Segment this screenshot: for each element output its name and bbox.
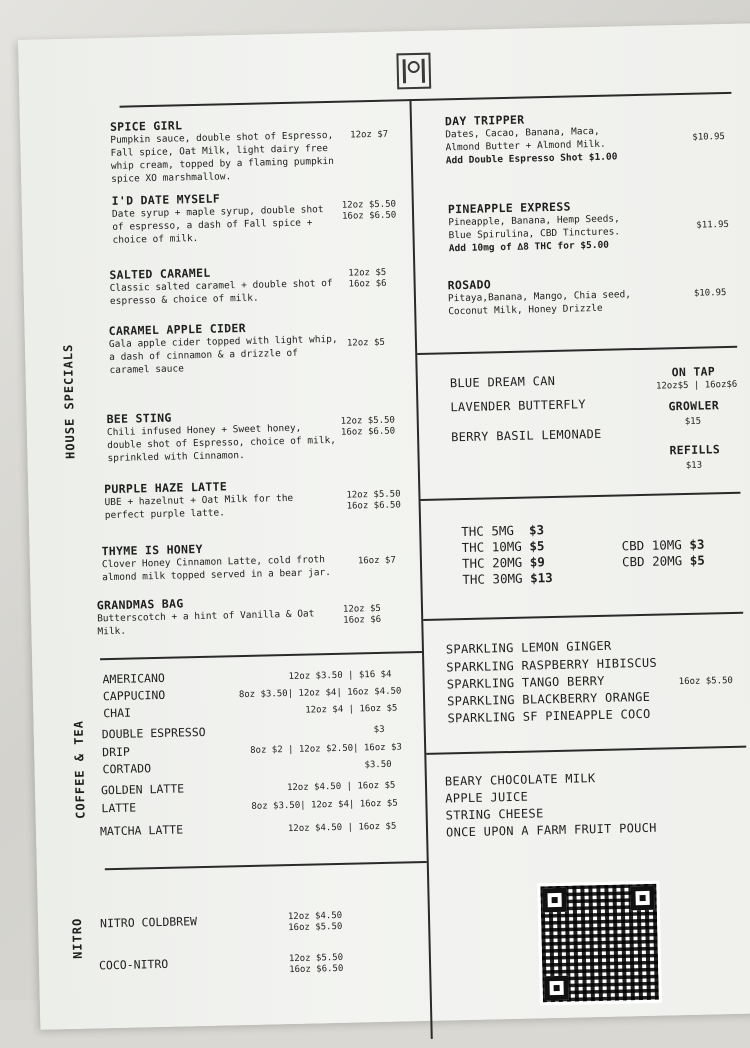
coffee-item-cappucino: CAPPUCINO [102,687,166,704]
tap-item-berry-basil-lemonade: BERRY BASIL LEMONADE [450,426,602,445]
price-salted-caramel: 12oz $5 16oz $6 [348,267,387,290]
thc-sparkling-divider [423,612,743,621]
coffee-price-americano: 12oz $3.50 | $16 $4 [288,669,392,683]
coffee-item-latte: LATTE [101,800,137,816]
sparkling-sf-pineapple-coco: SPARKLING SF PINEAPPLE COCO [447,706,651,726]
cafe-logo [396,53,431,90]
nitro-price-coco-nitro: 12oz $5.50 16oz $6.50 [288,952,344,976]
coffee-price-latte: 8oz $3.50| 12oz $4| 16oz $5 [251,798,398,812]
smoothie-rosado: ROSADO Pitaya,Banana, Mango, Chia seed, Coconut Milk, Honey Drizzle [447,277,632,318]
tap-thc-divider [421,492,741,501]
price-bee-sting: 12oz $5.50 16oz $6.50 [340,415,396,438]
menu-item-spice-girl: SPICE GIRL Pumpkin sauce, double shot of Espresso, Fall spice, Oat Milk, light dairy free whip cream, topped by a flaming pumpkin spice XO marshmallow. [109,118,335,185]
smoothie-tap-divider [417,346,737,355]
coffee-price-chai: 12oz $4 | 16oz $5 [305,703,398,716]
kids-item-fruit-pouch: ONCE UPON A FARM FRUIT POUCH [445,820,657,840]
refills-price: $13 [685,460,703,471]
kids-item-string-cheese: STRING CHEESE [445,806,544,823]
sparkling-tango-berry: SPARKLING TANGO BERRY [446,673,605,692]
coffee-price-golden-latte: 12oz $4.50 | 16oz $5 [286,780,396,794]
smoothie-price-rosado: $10.95 [693,287,727,299]
thc-20mg: THC 20MG $9 [461,554,545,572]
coffee-price-matcha-latte: 12oz $4.50 | 16oz $5 [287,821,397,835]
qr-code[interactable] [537,881,662,1006]
nitro-item-coldbrew: NITRO COLDBREW [99,914,198,931]
refills-label: REFILLS [669,442,721,458]
coffee-price-cortado: $3.50 [364,759,392,771]
smoothie-price-pineapple-express: $11.95 [696,219,730,231]
cbd-20mg: CBD 20MG $5 [621,552,705,570]
menu-item-caramel-apple-cider: CARAMEL APPLE CIDER Gala apple cider topped with light whip, a dash of cinnamon & a drizzle of caramel sauce [108,320,338,377]
thc-10mg: THC 10MG $5 [461,538,545,556]
coffee-item-double-espresso: DOUBLE ESPRESSO [101,724,206,742]
growler-label: GROWLER [668,398,720,414]
menu-item-grandmas-bag: GRANDMAS BAG Butterscotch + a hint of Vanilla & Oat Milk. [96,596,315,638]
coffee-item-americano: AMERICANO [102,670,165,687]
coffee-item-golden-latte: GOLDEN LATTE [100,781,185,798]
smoothie-pineapple-express: PINEAPPLE EXPRESS Pineapple, Banana, Hemp Seeds, Blue Spirulina, CBD Tinctures. Add 10mg of ∆8 THC for $5.00 [447,199,621,255]
nitro-item-coco-nitro: COCO-NITRO [98,956,169,973]
coffee-item-drip: DRIP [102,744,131,760]
kids-item-apple-juice: APPLE JUICE [445,789,529,806]
menu-item-bee-sting: BEE STING Chili infused Honey + Sweet honey, double shot of Espresso, choice of milk, sprinkled with Cinnamon. [106,410,337,465]
price-spice-girl: 12oz $7 [350,129,389,141]
price-thyme-is-honey: 16oz $7 [357,555,396,567]
cbd-10mg: CBD 10MG $3 [621,536,705,554]
on-tap-price: 12oz$5 | 16oz$6 [655,379,738,392]
center-divider [409,99,432,1039]
section-label-nitro: NITRO [69,917,85,960]
price-caramel-apple-cider: 12oz $5 [346,337,386,349]
menu-item-salted-caramel: SALTED CARAMEL Classic salted caramel + double shot of espresso & choice of milk. [109,265,333,307]
menu-sheet [18,23,750,1030]
coffee-nitro-divider [105,861,427,870]
coffee-price-drip: 8oz $2 | 12oz $2.50| 16oz $3 [250,742,402,756]
sparkling-price: 16oz $5.50 [678,675,734,688]
coffee-price-cappucino: 8oz $3.50| 12oz $4| 16oz $4.50 [238,686,402,701]
top-rule [120,92,732,108]
smoothie-day-tripper: DAY TRIPPER Dates, Cacao, Banana, Maca, Almond Butter + Almond Milk. Add Double Espresso Shot $1.00 [444,112,618,167]
thc-30mg: THC 30MG $13 [462,570,553,588]
section-label-coffee-tea: COFFEE & TEA [71,719,88,819]
sparkling-lemon-ginger: SPARKLING LEMON GINGER [445,638,612,657]
coffee-item-chai: CHAI [103,705,132,721]
growler-price: $15 [684,416,702,427]
tap-item-blue-dream-can: BLUE DREAM CAN [449,373,556,391]
sparkling-kids-divider [426,746,746,755]
sparkling-raspberry-hibiscus: SPARKLING RASPBERRY HIBISCUS [446,655,658,675]
kids-item-beary-chocolate-milk: BEARY CHOCOLATE MILK [444,771,596,789]
house-coffee-divider [100,651,422,660]
nitro-price-coldbrew: 12oz $4.50 16oz $5.50 [287,910,343,934]
coffee-price-double-espresso: $3 [373,724,385,736]
coffee-item-matcha-latte: MATCHA LATTE [99,822,184,839]
menu-item-id-date-myself: I'D DATE MYSELF Date syrup + maple syrup, double shot of espresso, a dash of Fall spice + choice of milk. [111,191,324,246]
section-label-house-specials: HOUSE SPECIALS [60,343,78,460]
sparkling-blackberry-orange: SPARKLING BLACKBERRY ORANGE [446,689,651,709]
thc-5mg: THC 5MG $3 [461,522,545,540]
tap-item-lavender-butterfly: LAVENDER BUTTERFLY [450,397,587,415]
smoothie-price-day-tripper: $10.95 [692,131,726,143]
on-tap-title: ON TAP [671,364,716,380]
menu-item-purple-haze-latte: PURPLE HAZE LATTE UBE + hazelnut + Oat Milk for the perfect purple latte. [104,479,294,522]
coffee-item-cortado: CORTADO [102,761,152,777]
menu-item-thyme-is-honey: THYME IS HONEY Clover Honey Cinnamon Latte, cold froth almond milk topped served in a bear jar. [101,541,332,584]
price-purple-haze-latte: 12oz $5.50 16oz $6.50 [346,489,401,512]
price-id-date-myself: 12oz $5.50 16oz $6.50 [341,199,397,222]
price-grandmas-bag: 12oz $5 16oz $6 [342,603,382,626]
